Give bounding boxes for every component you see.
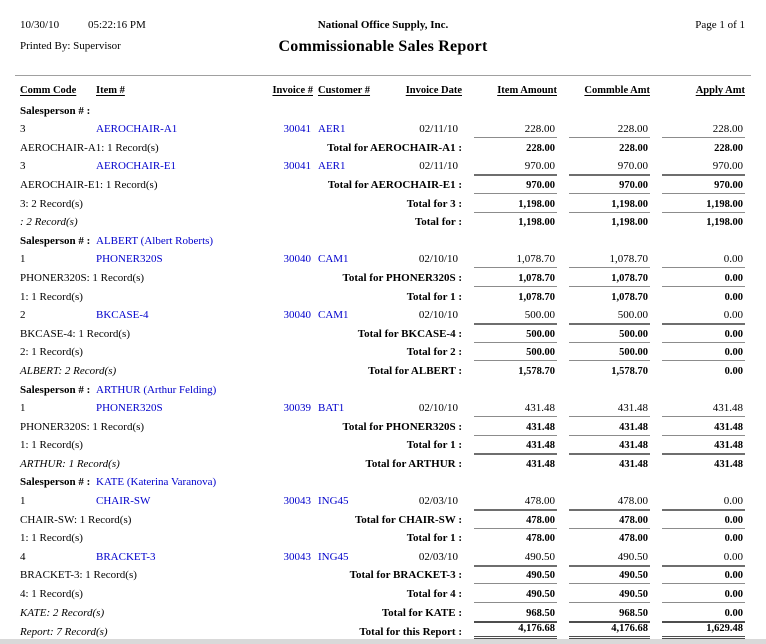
total-apply-amt: 1,198.00 xyxy=(662,212,745,231)
invoice-date-cell: 02/10/10 xyxy=(418,253,458,266)
total-commble-amt: 490.50 xyxy=(569,583,650,602)
subtotal-row xyxy=(20,212,743,231)
invoice-cell xyxy=(258,309,313,321)
total-apply-amt: 0.00 xyxy=(662,267,745,286)
detail-row xyxy=(20,249,743,268)
customer-cell xyxy=(313,495,373,507)
total-commble-amt: 4,176.68 xyxy=(569,621,650,639)
commble-amt-cell: 1,078.70 xyxy=(609,253,648,266)
item-link[interactable]: CHAIR-SW xyxy=(96,495,151,508)
subtotal-left-cell xyxy=(20,416,462,435)
total-label: Total for PHONER320S : xyxy=(342,271,462,284)
subtotal-row xyxy=(20,416,743,435)
header-rule xyxy=(15,75,751,76)
total-item-amount: 1,578.70 xyxy=(474,360,557,379)
total-commble-amt: 478.00 xyxy=(569,528,650,547)
total-commble-amt: 431.48 xyxy=(569,416,650,435)
record-count-text: 2: 1 Record(s) xyxy=(20,346,83,359)
record-count-text: 1: 1 Record(s) xyxy=(20,532,83,545)
print-date: 10/30/10 xyxy=(20,19,60,31)
col-header-customer: Customer # xyxy=(318,85,371,96)
commble-amt-cell: 431.48 xyxy=(617,402,648,415)
item-cell xyxy=(96,309,258,321)
total-commble-amt: 970.00 xyxy=(569,174,650,193)
apply-amt-cell: 0.00 xyxy=(723,309,743,322)
item-link[interactable]: AEROCHAIR-E1 xyxy=(96,160,177,173)
apply-amt-cell: 970.00 xyxy=(712,160,743,173)
total-commble-amt: 431.48 xyxy=(569,435,650,454)
total-item-amount: 968.50 xyxy=(474,602,557,621)
invoice-date-cell: 02/03/10 xyxy=(418,550,458,563)
subtotal-row xyxy=(20,137,743,156)
customer-cell xyxy=(313,253,373,265)
print-time: 05:22:16 PM xyxy=(88,19,146,31)
subtotal-left-cell xyxy=(20,137,462,156)
total-label: Total for 3 : xyxy=(406,197,462,210)
total-apply-amt: 0.00 xyxy=(662,342,745,361)
total-item-amount: 970.00 xyxy=(474,174,557,193)
total-label: Total for ALBERT : xyxy=(368,364,462,377)
total-apply-amt: 0.00 xyxy=(662,323,745,342)
total-label: Total for 2 : xyxy=(406,346,462,359)
total-commble-amt: 478.00 xyxy=(569,509,650,528)
customer-link[interactable]: ING45 xyxy=(318,495,349,508)
invoice-link[interactable]: 30043 xyxy=(283,550,311,563)
item-amount-cell: 970.00 xyxy=(524,160,555,173)
invoice-date-cell: 02/11/10 xyxy=(419,123,458,136)
salesperson-label: Salesperson # : xyxy=(20,476,91,489)
salesperson-label: Salesperson # : xyxy=(20,383,91,396)
comm-code-cell: 1 xyxy=(20,495,26,508)
total-label: Total for ARTHUR : xyxy=(365,457,462,470)
subtotal-left-cell xyxy=(20,565,462,584)
col-header-apply-amt: Apply Amt xyxy=(695,85,745,96)
comm-code-cell: 2 xyxy=(20,309,26,322)
total-item-amount: 4,176.68 xyxy=(474,621,557,639)
invoice-link[interactable]: 30040 xyxy=(283,253,311,266)
printed-by: Printed By: Supervisor xyxy=(20,40,121,52)
subtotal-left-cell xyxy=(20,193,462,212)
total-apply-amt: 0.00 xyxy=(662,528,745,547)
total-item-amount: 1,198.00 xyxy=(474,193,557,212)
apply-amt-cell: 0.00 xyxy=(723,550,743,563)
subtotal-left-cell xyxy=(20,174,462,193)
customer-link[interactable]: CAM1 xyxy=(318,253,349,266)
total-commble-amt: 1,198.00 xyxy=(569,193,650,212)
subtotal-row xyxy=(20,528,743,547)
item-link[interactable]: BRACKET-3 xyxy=(96,550,156,563)
record-count-text: BKCASE-4: 1 Record(s) xyxy=(20,327,130,340)
customer-link[interactable]: AER1 xyxy=(318,160,346,173)
item-cell xyxy=(96,160,258,172)
subtotal-left-cell xyxy=(20,286,462,305)
item-amount-cell: 500.00 xyxy=(524,309,555,322)
subtotal-left-cell xyxy=(20,342,462,361)
total-commble-amt: 228.00 xyxy=(569,137,650,156)
total-label: Total for BRACKET-3 : xyxy=(349,569,462,582)
subtotal-row xyxy=(20,267,743,286)
subtotal-left-cell xyxy=(20,528,462,547)
salesperson-group-row xyxy=(20,379,766,398)
invoice-cell xyxy=(258,551,313,563)
total-commble-amt: 431.48 xyxy=(569,453,650,472)
customer-cell xyxy=(313,551,373,563)
customer-link[interactable]: CAM1 xyxy=(318,309,349,322)
window-bottom-edge xyxy=(0,639,766,644)
record-count-text: 1: 1 Record(s) xyxy=(20,439,83,452)
record-count-text: 4: 1 Record(s) xyxy=(20,588,83,601)
total-commble-amt: 1,198.00 xyxy=(569,212,650,231)
total-apply-amt: 0.00 xyxy=(662,509,745,528)
total-apply-amt: 431.48 xyxy=(662,453,745,472)
total-item-amount: 478.00 xyxy=(474,528,557,547)
detail-row xyxy=(20,546,743,565)
detail-row xyxy=(20,490,743,509)
total-label: Total for KATE : xyxy=(381,606,462,619)
record-count-text: KATE: 2 Record(s) xyxy=(20,606,105,619)
invoice-link[interactable]: 30041 xyxy=(283,160,311,173)
customer-cell xyxy=(313,123,373,135)
detail-row xyxy=(20,398,743,417)
invoice-link[interactable]: 30039 xyxy=(283,402,311,415)
col-header-item-amount: Item Amount xyxy=(497,85,557,96)
comm-code-cell: 1 xyxy=(20,253,26,266)
invoice-cell xyxy=(258,160,313,172)
column-header-row xyxy=(20,85,745,96)
total-item-amount: 500.00 xyxy=(474,323,557,342)
subtotal-left-cell xyxy=(20,583,462,602)
subtotal-left-cell xyxy=(20,212,462,231)
item-link[interactable]: PHONER320S xyxy=(96,253,163,266)
salesperson-group-row xyxy=(20,100,766,119)
comm-code-cell: 3 xyxy=(20,123,26,136)
record-count-text: ARTHUR: 1 Record(s) xyxy=(20,457,120,470)
item-link[interactable]: AEROCHAIR-A1 xyxy=(96,123,178,136)
total-item-amount: 1,198.00 xyxy=(474,212,557,231)
subtotal-row xyxy=(20,583,743,602)
subtotal-row xyxy=(20,602,743,621)
customer-cell xyxy=(313,160,373,172)
total-label: Total for 1 : xyxy=(406,439,462,452)
total-commble-amt: 500.00 xyxy=(569,323,650,342)
commble-amt-cell: 478.00 xyxy=(617,495,648,508)
subtotal-left-cell xyxy=(20,323,462,342)
report-total-row xyxy=(20,621,743,640)
total-apply-amt: 431.48 xyxy=(662,435,745,454)
subtotal-left-cell xyxy=(20,435,462,454)
report-title: Commissionable Sales Report xyxy=(278,38,488,55)
item-link[interactable]: PHONER320S xyxy=(96,402,163,415)
record-count-text: BRACKET-3: 1 Record(s) xyxy=(20,569,137,582)
subtotal-row xyxy=(20,286,743,305)
total-label: Total for AEROCHAIR-A1 : xyxy=(327,141,462,154)
invoice-link[interactable]: 30041 xyxy=(283,123,311,136)
salesperson-label: Salesperson # : xyxy=(20,104,91,117)
subtotal-left-cell xyxy=(20,453,462,472)
total-apply-amt: 970.00 xyxy=(662,174,745,193)
salesperson-group-row xyxy=(20,230,766,249)
total-item-amount: 500.00 xyxy=(474,342,557,361)
item-amount-cell: 490.50 xyxy=(524,550,555,563)
comm-code-cell: 3 xyxy=(20,160,26,173)
total-commble-amt: 490.50 xyxy=(569,565,650,584)
commble-amt-cell: 490.50 xyxy=(617,550,648,563)
total-label: Total for BKCASE-4 : xyxy=(357,327,462,340)
subtotal-row xyxy=(20,509,743,528)
subtotal-row xyxy=(20,193,743,212)
subtotal-left-cell xyxy=(20,602,462,621)
customer-link[interactable]: BAT1 xyxy=(318,402,345,415)
salesperson-link[interactable]: ARTHUR (Arthur Felding) xyxy=(96,383,217,396)
detail-row xyxy=(20,156,743,175)
salesperson-link[interactable]: KATE (Katerina Varanova) xyxy=(96,476,217,489)
salesperson-group-row xyxy=(20,472,766,491)
total-item-amount: 490.50 xyxy=(474,565,557,584)
salesperson-link[interactable]: ALBERT (Albert Roberts) xyxy=(96,234,214,247)
total-label: Total for : xyxy=(414,216,462,229)
subtotal-left-cell xyxy=(20,621,462,640)
apply-amt-cell: 0.00 xyxy=(723,495,743,508)
col-header-invoice-date: Invoice Date xyxy=(405,85,462,96)
total-apply-amt: 0.00 xyxy=(662,360,745,379)
company-name: National Office Supply, Inc. xyxy=(317,19,449,31)
total-apply-amt: 0.00 xyxy=(662,602,745,621)
invoice-link[interactable]: 30040 xyxy=(283,309,311,322)
record-count-text: Report: 7 Record(s) xyxy=(20,625,108,638)
invoice-date-cell: 02/11/10 xyxy=(419,160,458,173)
comm-code-cell: 4 xyxy=(20,550,26,563)
item-cell xyxy=(96,551,258,563)
total-apply-amt: 0.00 xyxy=(662,583,745,602)
apply-amt-cell: 228.00 xyxy=(712,123,743,136)
record-count-text: AEROCHAIR-A1: 1 Record(s) xyxy=(20,141,159,154)
subtotal-left-cell xyxy=(20,509,462,528)
total-label: Total for 4 : xyxy=(406,588,462,601)
apply-amt-cell: 431.48 xyxy=(712,402,743,415)
comm-code-cell: 1 xyxy=(20,402,26,415)
total-apply-amt: 1,629.48 xyxy=(662,621,745,639)
col-header-comm-code: Comm Code xyxy=(20,85,77,96)
col-header-invoice: Invoice # xyxy=(272,85,313,96)
invoice-date-cell: 02/10/10 xyxy=(418,402,458,415)
total-commble-amt: 500.00 xyxy=(569,342,650,361)
total-item-amount: 478.00 xyxy=(474,509,557,528)
record-count-text: 1: 1 Record(s) xyxy=(20,290,83,303)
total-item-amount: 1,078.70 xyxy=(474,286,557,305)
subtotal-left-cell xyxy=(20,267,462,286)
total-item-amount: 431.48 xyxy=(474,453,557,472)
subtotal-row xyxy=(20,565,743,584)
subtotal-row xyxy=(20,360,743,379)
total-item-amount: 431.48 xyxy=(474,416,557,435)
record-count-text: PHONER320S: 1 Record(s) xyxy=(20,420,145,433)
total-commble-amt: 1,078.70 xyxy=(569,267,650,286)
col-header-commble-amt: Commble Amt xyxy=(584,85,650,96)
item-cell xyxy=(96,495,258,507)
detail-row xyxy=(20,119,743,138)
total-apply-amt: 0.00 xyxy=(662,286,745,305)
record-count-text: : 2 Record(s) xyxy=(20,216,78,229)
col-header-item: Item # xyxy=(96,85,125,96)
customer-cell xyxy=(313,402,373,414)
report-page-header xyxy=(0,0,766,76)
total-label: Total for this Report : xyxy=(359,625,462,638)
page-number: Page 1 of 1 xyxy=(695,19,745,31)
item-link[interactable]: BKCASE-4 xyxy=(96,309,149,322)
subtotal-row xyxy=(20,342,743,361)
item-cell xyxy=(96,402,258,414)
commble-amt-cell: 228.00 xyxy=(617,123,648,136)
total-apply-amt: 431.48 xyxy=(662,416,745,435)
commble-amt-cell: 970.00 xyxy=(617,160,648,173)
subtotal-left-cell xyxy=(20,360,462,379)
total-label: Total for 1 : xyxy=(406,290,462,303)
item-cell xyxy=(96,253,258,265)
invoice-cell xyxy=(258,253,313,265)
total-commble-amt: 1,078.70 xyxy=(569,286,650,305)
report-body xyxy=(0,100,766,639)
subtotal-row xyxy=(20,453,743,472)
customer-cell xyxy=(313,309,373,321)
invoice-cell xyxy=(258,123,313,135)
total-item-amount: 228.00 xyxy=(474,137,557,156)
total-apply-amt: 228.00 xyxy=(662,137,745,156)
total-item-amount: 490.50 xyxy=(474,583,557,602)
subtotal-row xyxy=(20,323,743,342)
record-count-text: CHAIR-SW: 1 Record(s) xyxy=(20,513,132,526)
total-item-amount: 431.48 xyxy=(474,435,557,454)
invoice-link[interactable]: 30043 xyxy=(283,495,311,508)
record-count-text: PHONER320S: 1 Record(s) xyxy=(20,271,145,284)
invoice-date-cell: 02/03/10 xyxy=(418,495,458,508)
total-label: Total for AEROCHAIR-E1 : xyxy=(327,178,462,191)
commble-amt-cell: 500.00 xyxy=(617,309,648,322)
detail-row xyxy=(20,305,743,324)
invoice-cell xyxy=(258,495,313,507)
item-amount-cell: 431.48 xyxy=(524,402,555,415)
total-label: Total for CHAIR-SW : xyxy=(354,513,462,526)
total-commble-amt: 968.50 xyxy=(569,602,650,621)
subtotal-row xyxy=(20,174,743,193)
item-amount-cell: 1,078.70 xyxy=(516,253,555,266)
item-cell xyxy=(96,123,258,135)
customer-link[interactable]: ING45 xyxy=(318,550,349,563)
total-item-amount: 1,078.70 xyxy=(474,267,557,286)
item-amount-cell: 478.00 xyxy=(524,495,555,508)
record-count-text: 3: 2 Record(s) xyxy=(20,197,83,210)
total-label: Total for 1 : xyxy=(406,532,462,545)
total-apply-amt: 1,198.00 xyxy=(662,193,745,212)
apply-amt-cell: 0.00 xyxy=(723,253,743,266)
total-commble-amt: 1,578.70 xyxy=(569,360,650,379)
subtotal-row xyxy=(20,435,743,454)
record-count-text: ALBERT: 2 Record(s) xyxy=(20,364,117,377)
total-apply-amt: 0.00 xyxy=(662,565,745,584)
salesperson-label: Salesperson # : xyxy=(20,234,91,247)
invoice-cell xyxy=(258,402,313,414)
total-label: Total for PHONER320S : xyxy=(342,420,462,433)
invoice-date-cell: 02/10/10 xyxy=(418,309,458,322)
item-amount-cell: 228.00 xyxy=(524,123,555,136)
record-count-text: AEROCHAIR-E1: 1 Record(s) xyxy=(20,178,158,191)
customer-link[interactable]: AER1 xyxy=(318,123,346,136)
